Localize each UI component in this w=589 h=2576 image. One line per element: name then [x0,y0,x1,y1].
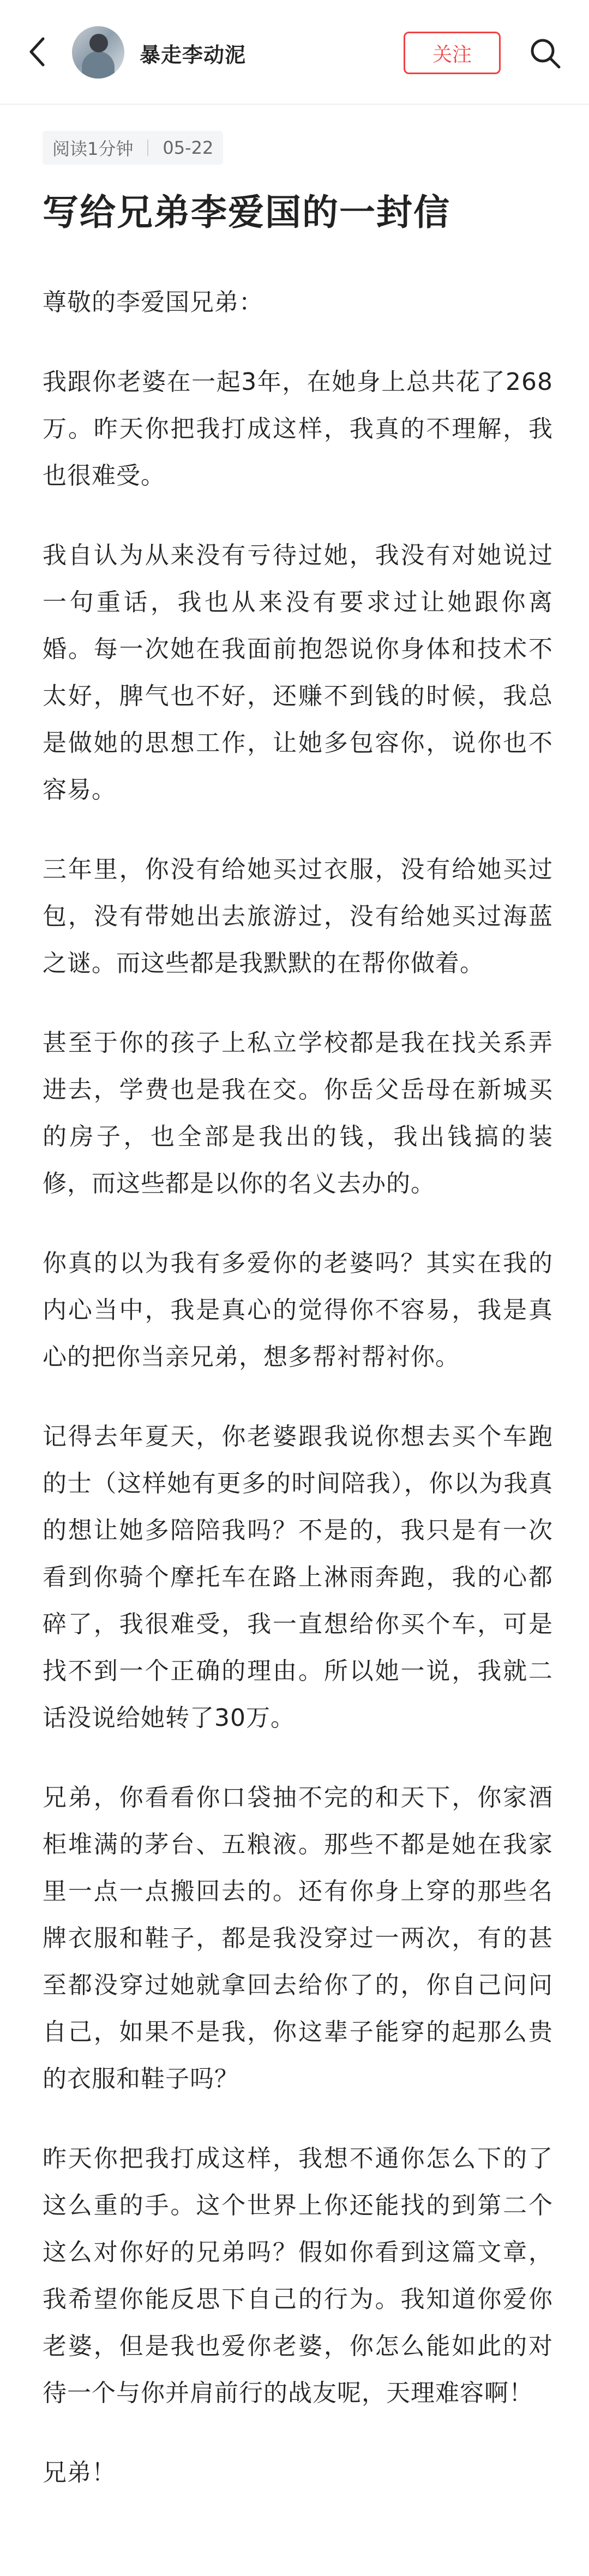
article-title: 写给兄弟李爱国的一封信 [43,191,450,233]
username[interactable]: 暴走李动泥 [140,43,247,67]
header-divider [0,104,589,105]
article-meta [43,131,223,165]
paragraph: 我跟你老婆在一起3年，在她身上总共花了268万。昨天你把我打成这样，我真的不理解，我也很难受。 [43,368,553,490]
meta-separator [147,140,148,156]
paragraph: 我自认为从来没有亏待过她，我没有对她说过一句重话，我也从来没有要求过让她跟你离婚。每一次她在我面前抱怨说你身体和技术不太好，脾气也不好，还赚不到钱的时候，我总是做她的思想工作，让她多包容你，说你也不容易。 [43,541,553,804]
paragraph: 三年里，你没有给她买过衣服，没有给她买过包，没有带她出去旅游过，没有给她买过海蓝之谜。而这些都是我默默的在帮你做着。 [43,856,553,977]
top-bar [0,0,589,104]
paragraph: 昨天你把我打成这样，我想不通你怎么下的了这么重的手。这个世界上你还能找的到第二个这么对你好的兄弟吗？假如你看到这篇文章，我希望你能反思下自己的行为。我知道你爱你老婆，但是我也爱你老婆，你怎么能如此的对待一个与你并肩前行的战友呢，天理难容啊！ [43,2145,553,2407]
paragraph: 你真的以为我有多爱你的老婆吗？其实在我的内心当中，我是真心的觉得你不容易，我是真心的把你当亲兄弟，想多帮衬帮衬你。 [43,1249,553,1371]
paragraph: 尊敬的李爱国兄弟： [43,288,263,316]
search-button[interactable] [526,34,565,73]
avatar[interactable] [72,26,124,79]
search-icon [528,36,563,71]
back-arrow-icon [27,35,46,68]
avatar-figure-body [82,51,115,79]
read-time: 阅读1分钟 [52,139,134,159]
follow-button[interactable]: 关注 [404,32,501,74]
paragraph: 兄弟，你看看你口袋抽不完的和天下，你家酒柜堆满的茅台、五粮液。那些不都是她在我家里一点一点搬回去的。还有你身上穿的那些名牌衣服和鞋子，都是我没穿过一两次，有的甚至都没穿过她就拿回去给你了的，你自己问问自己，如果不是我，你这辈子能穿的起那么贵的衣服和鞋子吗？ [43,1784,553,2093]
paragraph: 记得去年夏天，你老婆跟我说你想去买个车跑的士（这样她有更多的时间陪我），你以为我真的想让她多陪陪我吗？不是的，我只是有一次看到你骑个摩托车在路上淋雨奔跑，我的心都碎了，我很难受，我一直想给你买个车，可是找不到一个正确的理由。所以她一说，我就二话没说给她转了30万。 [43,1423,553,1732]
back-button[interactable] [23,33,50,71]
paragraph: 甚至于你的孩子上私立学校都是我在找关系弄进去，学费也是我在交。你岳父岳母在新城买的房子，也全部是我出的钱，我出钱搞的装修，而这些都是以你的名义去办的。 [43,1029,553,1197]
publish-date: 05-22 [163,137,214,158]
avatar-figure-head [89,34,108,52]
article-body [43,279,553,2529]
paragraph: 兄弟！ [43,2459,116,2487]
